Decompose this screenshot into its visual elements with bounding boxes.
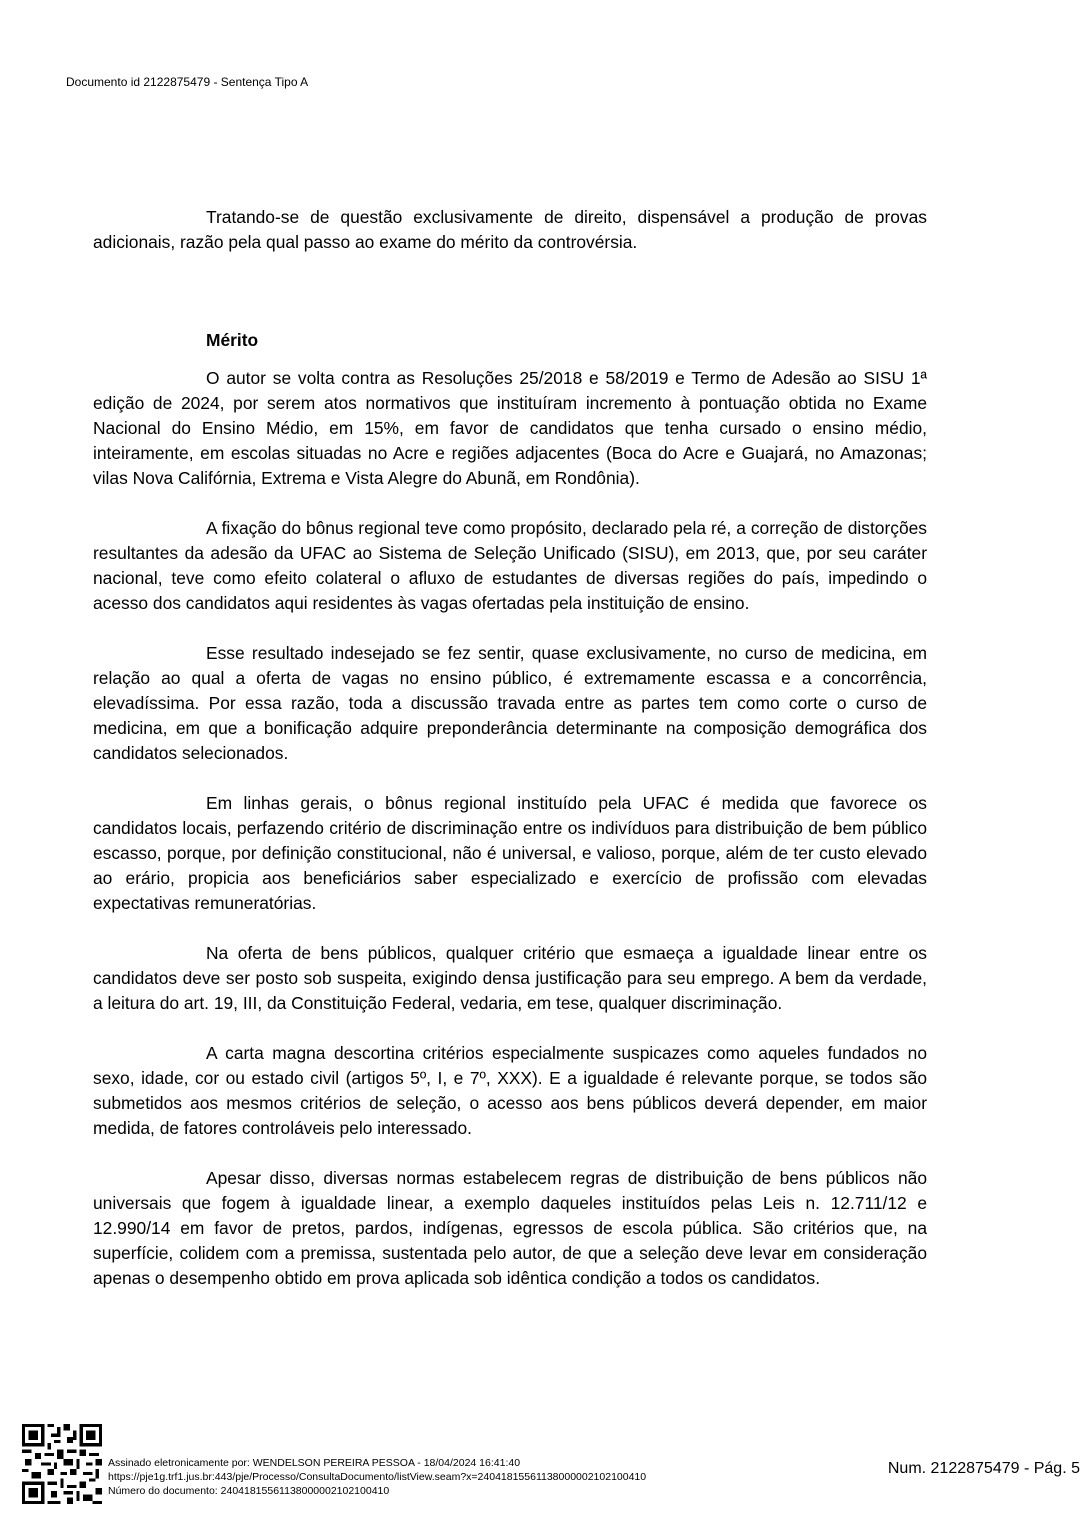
page-number: Num. 2122875479 - Pág. 5 (887, 1460, 1080, 1477)
paragraph-2: A fixação do bônus regional teve como propósito, declarado pela ré, a correção de distorções resultantes da adesão da UFAC ao Sistema de Seleção Unificado (SISU), em 2013, que, por seu caráter nacional, teve como efeito colateral o afluxo de estudantes de diversas regiões do país, impedindo o acesso dos candidatos aqui residentes às vagas ofertadas pela instituição de ensino. (93, 518, 927, 613)
paragraph-5: Na oferta de bens públicos, qualquer critério que esmaeça a igualdade linear entre os candidatos deve ser posto sob suspeita, exigindo densa justificação para seu emprego. A bem da verdade, a leitura do art. 19, III, da Constituição Federal, vedaria, em tese, qualquer discriminação. (93, 943, 927, 1013)
document-body (93, 205, 927, 1316)
paragraph-3: Esse resultado indesejado se fez sentir, quase exclusivamente, no curso de medicina, em relação ao qual a oferta de vagas no ensino público, é extremamente escassa e a concorrência, elevadíssima. Por essa razão, toda a discussão travada entre as partes tem como corte o curso de medicina, em que a bonificação adquire preponderância determinante na composição demográfica dos candidatos selecionados. (93, 643, 927, 763)
spacer (93, 280, 927, 328)
signature-info (108, 1456, 646, 1498)
paragraph-7: Apesar disso, diversas normas estabelecem regras de distribuição de bens públicos não universais que fogem à igualdade linear, a exemplo daqueles instituídos pelas Leis n. 12.711/12 e 12.990/14 em favor de pretos, pardos, indígenas, egressos de escola pública. São critérios que, na superfície, colidem com a premissa, sustentada pelo autor, de que a seleção deve levar em consideração apenas o desempenho obtido em prova aplicada sob idêntica condição a todos os candidatos. (93, 1168, 927, 1288)
signed-by-text: Assinado eletronicamente por: WENDELSON PEREIRA PESSOA - 18/04/2024 16:41:40 (108, 1457, 521, 1469)
paragraph-6: A carta magna descortina critérios especialmente suspicazes como aqueles fundados no sexo, idade, cor ou estado civil (artigos 5º, I, e 7º, XXX). E a igualdade é relevante porque, se todos são submetidos aos mesmos critérios de seleção, o acesso aos bens públicos deverá depender, em maior medida, de fatores controláveis pelo interessado. (93, 1043, 927, 1138)
intro-paragraph: Tratando-se de questão exclusivamente de direito, dispensável a produção de provas adicionais, razão pela qual passo ao exame do mérito da controvérsia. (93, 207, 927, 252)
section-title-merito: Mérito (206, 330, 259, 350)
document-number-text: Número do documento: 24041815561138000002102100410 (108, 1485, 390, 1497)
paragraph-4: Em linhas gerais, o bônus regional instituído pela UFAC é medida que favorece os candidatos locais, perfazendo critério de discriminação entre os indivíduos para distribuição de bem público escasso, porque, por definição constitucional, não é universal, e valioso, porque, além de ter custo elevado ao erário, propicia aos beneficiários saber especializado e exercício de profissão com elevadas expectativas remuneratórias. (93, 793, 927, 913)
qr-code-icon (22, 1424, 102, 1504)
document-url-link[interactable]: https://pje1g.trf1.jus.br:443/pje/Processo/ConsultaDocumento/listView.seam?x=24041815561138000002102100410 (108, 1471, 647, 1483)
paragraph-1: O autor se volta contra as Resoluções 25/2018 e 58/2019 e Termo de Adesão ao SISU 1ª edição de 2024, por serem atos normativos que instituíram incremento à pontuação obtida no Exame Nacional do Ensino Médio, em 15%, em favor de candidatos que tenha cursado o ensino médio, inteiramente, em escolas situadas no Acre e regiões adjacentes (Boca do Acre e Guajará, no Amazonas; vilas Nova Califórnia, Extrema e Vista Alegre do Abunã, em Rondônia). (93, 368, 927, 488)
document-id-header: Documento id 2122875479 - Sentença Tipo A (66, 75, 309, 89)
signature-footer (22, 1424, 1080, 1514)
